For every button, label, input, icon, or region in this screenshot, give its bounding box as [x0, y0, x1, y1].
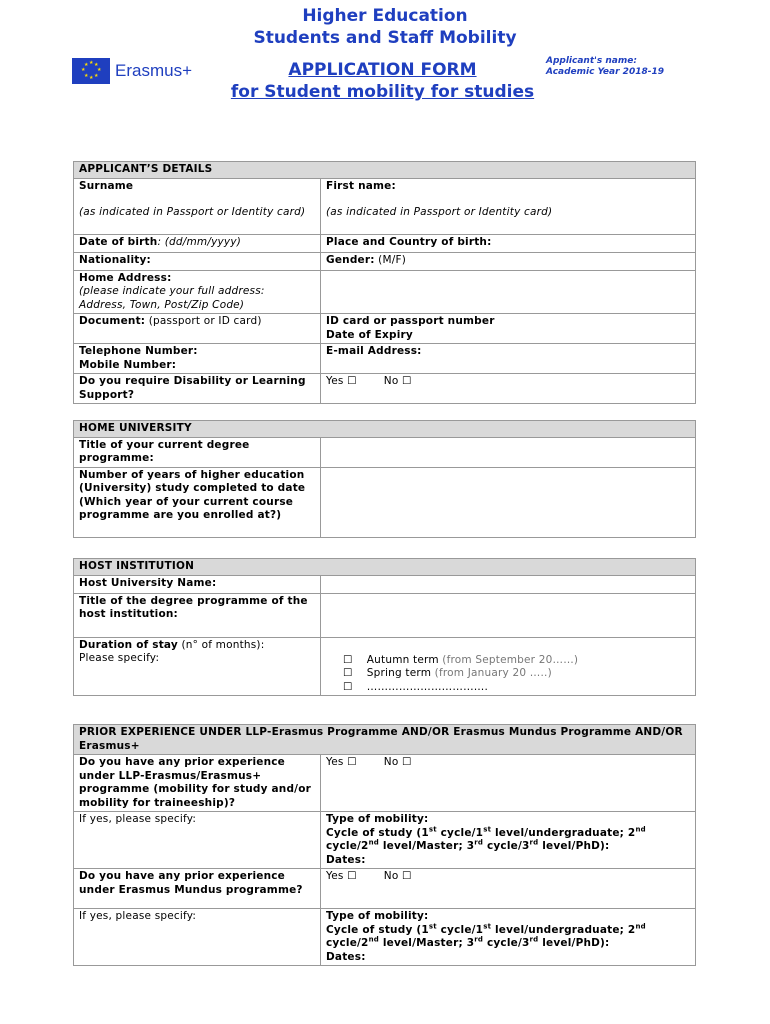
autumn-note: (from September 20……) — [438, 653, 579, 666]
prior-mundus-question: Do you have any prior experience under Erasmus Mundus programme? — [74, 869, 321, 909]
spring-checkbox[interactable]: ☐ — [343, 667, 353, 679]
prior-experience-table — [73, 724, 696, 966]
cycle-of-study-label: Cycle of study (1st cycle/1st level/undergraduate; 2nd cycle/2nd level/Master; 3rd cycle/3rd level/PhD): — [326, 825, 646, 852]
prior-mundus-if-yes: If yes, please specify: — [74, 909, 321, 966]
spring-label: Spring term — [366, 667, 432, 679]
prior-experience-heading: PRIOR EXPERIENCE UNDER LLP-Erasmus Programme AND/OR Erasmus Mundus Programme AND/OR Erasmus+ — [74, 725, 696, 755]
telephone-label: Telephone Number: — [79, 345, 198, 357]
prior-mundus-options — [321, 869, 696, 909]
degree-title-value[interactable] — [321, 437, 696, 467]
cycle-of-study-label-2: Cycle of study (1st cycle/1st level/undergraduate; 2nd cycle/2nd level/Master; 3rd cycle/3rd level/PhD): — [326, 922, 646, 949]
spring-note: (from January 20 …..) — [431, 667, 552, 679]
surname-cell — [74, 178, 321, 234]
expiry-label: Date of Expiry — [326, 328, 413, 341]
place-country-label: Place and Country of birth: — [321, 234, 696, 252]
document-note: (passport or ID card) — [145, 315, 262, 327]
home-university-table — [73, 420, 696, 538]
applicant-details-heading: APPLICANT’S DETAILS — [74, 162, 696, 179]
autumn-checkbox[interactable]: ☐ — [343, 653, 353, 666]
home-address-value[interactable] — [321, 270, 696, 314]
logo-text: Erasmus+ — [115, 61, 192, 80]
form-subtitle: for Student mobility for studies — [230, 82, 535, 102]
nationality-label: Nationality: — [74, 252, 321, 270]
phone-cell — [74, 344, 321, 374]
email-label: E-mail Address: — [321, 344, 696, 374]
title-line-2: Students and Staff Mobility — [253, 28, 517, 48]
prior-mundus-yes-checkbox[interactable]: Yes ☐ — [326, 870, 357, 882]
duration-cell — [74, 637, 321, 696]
disability-options — [321, 374, 696, 404]
disability-yes-checkbox[interactable]: Yes ☐ — [326, 375, 357, 387]
applicant-info — [546, 56, 664, 78]
gender-cell — [321, 252, 696, 270]
dates-label: Dates: — [326, 853, 366, 866]
passport-note-left: (as indicated in Passport or Identity card) — [79, 206, 306, 218]
term-options — [321, 637, 696, 696]
home-address-note: (please indicate your full address: Address, Town, Post/Zip Code) — [79, 285, 265, 311]
duration-note: (n° of months): — [177, 638, 265, 651]
id-cell — [321, 314, 696, 344]
disability-no-checkbox[interactable]: No ☐ — [383, 375, 412, 387]
document-label: Document: — [79, 315, 146, 327]
degree-title-label: Title of your current degree programme: — [74, 437, 321, 467]
type-mobility-label-2: Type of mobility: — [326, 910, 429, 922]
dates-label-2: Dates: — [326, 950, 366, 963]
autumn-label: Autumn term — [366, 653, 439, 666]
prior-llp-no-checkbox[interactable]: No ☐ — [383, 756, 412, 768]
eu-flag-icon: ★ ★ ★ ★ ★ ★ ★ ★ — [72, 58, 110, 84]
erasmus-logo — [72, 58, 192, 84]
home-address-cell — [74, 270, 321, 314]
type-mobility-label: Type of mobility: — [326, 813, 429, 825]
first-name-label: First name: — [326, 179, 396, 192]
prior-mundus-no-checkbox[interactable]: No ☐ — [383, 870, 412, 882]
please-specify-label: Please specify: — [79, 652, 160, 664]
other-checkbox[interactable]: ☐ — [343, 680, 353, 693]
prior-llp-yes-checkbox[interactable]: Yes ☐ — [326, 756, 357, 768]
home-university-heading: HOME UNIVERSITY — [74, 421, 696, 438]
dob-cell — [74, 234, 321, 252]
gender-label: Gender: — [326, 253, 375, 266]
host-name-value[interactable] — [321, 575, 696, 593]
prior-llp-options — [321, 755, 696, 812]
mobile-label: Mobile Number: — [79, 358, 177, 371]
years-completed-label: Number of years of higher education (University) study completed to date (Which year of your current course programme are you enrolled at?) — [74, 467, 321, 537]
duration-label: Duration of stay — [79, 638, 178, 651]
host-degree-label: Title of the degree programme of the host institution: — [74, 593, 321, 637]
years-completed-value[interactable] — [321, 467, 696, 537]
title-line-1: Higher Education — [302, 6, 468, 26]
other-term-field[interactable]: ……………………………. — [366, 680, 489, 693]
dob-label: Date of birth — [79, 235, 158, 248]
prior-llp-if-yes: If yes, please specify: — [74, 812, 321, 869]
disability-label: Do you require Disability or Learning Support? — [74, 374, 321, 404]
surname-label: Surname — [79, 179, 134, 192]
host-institution-heading: HOST INSTITUTION — [74, 559, 696, 576]
first-name-cell — [321, 178, 696, 234]
prior-mundus-details — [321, 909, 696, 966]
id-number-label: ID card or passport number — [326, 315, 495, 327]
home-address-label: Home Address: — [79, 271, 172, 284]
dob-format: : (dd/mm/yyyy) — [157, 235, 242, 248]
academic-year-label: Academic Year 2018-19 — [546, 67, 664, 77]
applicant-name-label: Applicant's name: — [546, 56, 637, 66]
prior-llp-details — [321, 812, 696, 869]
host-institution-table — [73, 558, 696, 696]
gender-values: (M/F) — [374, 253, 407, 266]
prior-llp-question: Do you have any prior experience under LLP-Erasmus/Erasmus+ programme (mobility for study and/or mobility for traineeship)? — [74, 755, 321, 812]
applicant-details-table — [73, 161, 696, 404]
form-title: APPLICATION FORM — [288, 60, 477, 80]
host-name-label: Host University Name: — [74, 575, 321, 593]
host-degree-value[interactable] — [321, 593, 696, 637]
document-cell — [74, 314, 321, 344]
passport-note-right: (as indicated in Passport or Identity card) — [326, 206, 553, 218]
